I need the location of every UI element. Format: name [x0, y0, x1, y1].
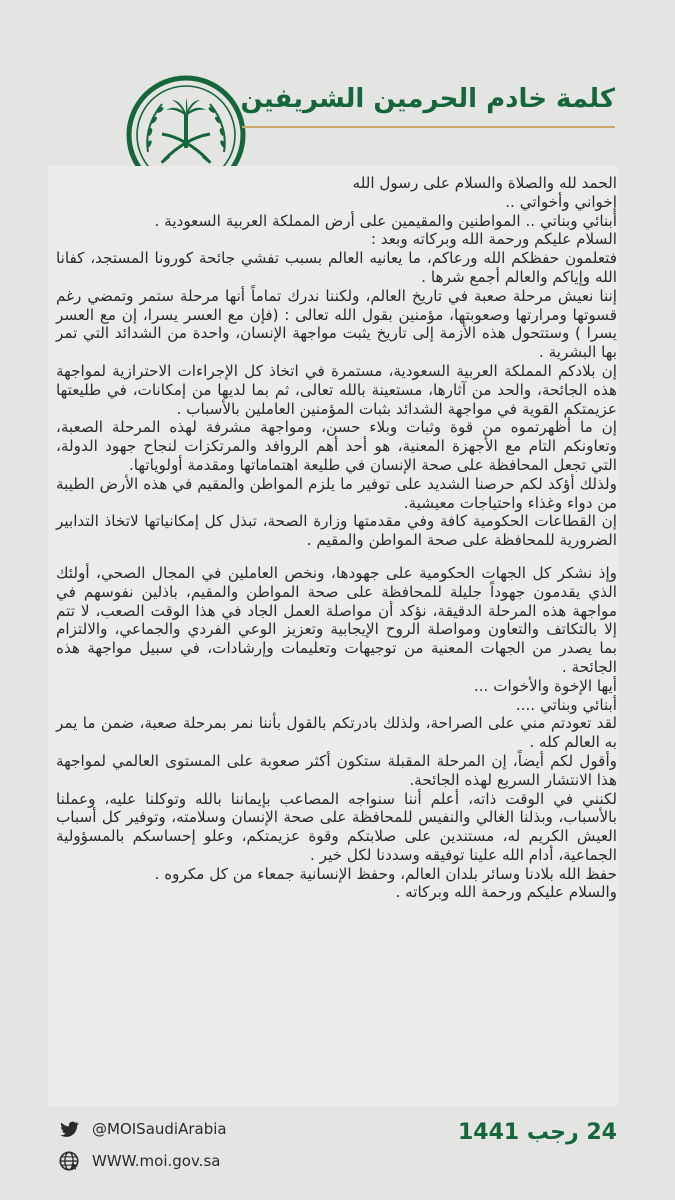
- paragraph: أيها الإخوة والأخوات ...: [473, 676, 617, 695]
- statement-body: [56, 174, 617, 902]
- website-row[interactable]: [58, 1148, 220, 1174]
- paragraph: وأقول لكم أيضاً، إن المرحلة المقبلة ستكون أكثر صعوبة على المستوى العالمي لمواجهة هذا الانتشار السريع لهذه الجائحة.: [56, 751, 617, 789]
- paragraph: إن القطاعات الحكومية كافة وفي مقدمتها وزارة الصحة، تبذل كل إمكانياتها لاتخاذ التدابير الضرورية للمحافظة على صحة المواطن والمقيم .: [56, 512, 617, 550]
- page-title: كلمة خادم الحرمين الشريفين: [240, 84, 615, 114]
- paragraph: لقد تعودتم مني على الصراحة، ولذلك بادرتكم بالقول بأننا نمر بمرحلة صعبة، ضمن ما يمر به العالم كله .: [56, 714, 617, 752]
- globe-icon: [58, 1150, 80, 1172]
- paragraph: فتعلمون حفظكم الله ورعاكم، ما يعانيه العالم بسبب تفشي جائحة كورونا المستجد، كفانا الله وإياكم والعالم أجمع شرها .: [56, 249, 617, 286]
- title-divider: [242, 126, 615, 128]
- twitter-handle[interactable]: @MOISaudiArabia: [92, 1120, 227, 1138]
- paragraph: حفظ الله بلادنا وسائر بلدان العالم، وحفظ الإنسانية جمعاء من كل مكروه .: [154, 864, 617, 883]
- paragraph: إخواني وأخواتي ..: [505, 192, 617, 211]
- paragraph: إن ما أظهرتموه من قوة وثبات وبلاء حسن، ومواجهة مشرفة لهذه المرحلة الصعبة، وتعاونكم التام مع الأجهزة المعنية، هو أحد أهم الروافد والمرتكزات لنجاح جهود الدولة، التي تجعل المحافظة على صحة الإنسان في طليعة اهتماماتها ومقدمة أولوياتها.: [56, 418, 617, 474]
- paragraph: أبنائي وبناتي .. المواطنين والمقيمين على أرض المملكة العربية السعودية .: [154, 211, 617, 230]
- twitter-row[interactable]: [58, 1116, 227, 1142]
- paragraph: إننا نعيش مرحلة صعبة في تاريخ العالم، ولكننا ندرك تماماً أنها مرحلة ستمر وتمضي رغم قسوتها ومرارتها وصعوبتها، مؤمنين بقول الله تعالى : (فإن مع العسر يسرا، إن مع العسر يسرا ) وستتحول هذه الأزمة إلى تاريخ يثبت مواجهة الإنسان، واحدة من الشدائد التي تمر بها البشرية .: [56, 286, 617, 362]
- paragraph: الحمد لله والصلاة والسلام على رسول الله: [352, 174, 617, 192]
- paragraph: أبنائي وبناتي ....: [515, 695, 617, 714]
- twitter-bird-icon: [58, 1118, 80, 1140]
- hijri-date: 24 رجب 1441: [458, 1120, 617, 1145]
- paragraph: السلام عليكم ورحمة الله وبركاته وبعد :: [370, 230, 617, 249]
- paragraph: إن بلادكم المملكة العربية السعودية، مستمرة في اتخاذ كل الإجراءات الاحترازية لمواجهة هذه الجائحة، والحد من آثارها، مستعينة بالله تعالى، ثم بما لديها من إمكانات، في طليعتها عزيمتكم القوية في مواجهة الشدائد بثبات المؤمنين العاملين بالأسباب .: [56, 361, 617, 418]
- paragraph: ولذلك أؤكد لكم حرصنا الشديد على توفير ما يلزم المواطن والمقيم في هذه الأرض الطيبة من دواء وغذاء واحتياجات معيشية.: [56, 474, 617, 512]
- paragraph: والسلام عليكم ورحمة الله وبركاته .: [395, 883, 617, 902]
- website-link[interactable]: WWW.moi.gov.sa: [92, 1152, 221, 1170]
- paragraph: لكنني في الوقت ذاته، أعلم أننا سنواجه المصاعب بإيماننا بالله وتوكلنا عليه، وعملنا بالأسباب، وبذلنا الغالي والنفيس للمحافظة على صحة الإنسان وسلامته، وتوفير كل أسباب العيش الكريم له، مستندين على صلابتكم وقوة عزيمتكم، وعلو إحساسكم بالمسؤولية الجماعية، أدام الله علينا توفيقه وسددنا لكل خير .: [56, 789, 617, 864]
- paragraph: وإذ نشكر كل الجهات الحكومية على جهودها، ونخص العاملين في المجال الصحي، أولئك الذي يقدمون جهوداً جليلة للمحافظة على صحة المواطن والمقيم، باذلين نفوسهم في مواجهة هذه المرحلة الدقيقة، نؤكد أن مواصلة العمل الجاد في هذا الوقت الصعب، لا تتم إلا بالتكاتف والتعاون ومواصلة الروح الإيجابية وتعزيز الوعي الفردي والجماعي، والالتزام بما يصدر من الجهات المعنية من توجيهات وتعليمات وإرشادات، في سبيل مواجهة هذه الجائحة .: [56, 563, 617, 676]
